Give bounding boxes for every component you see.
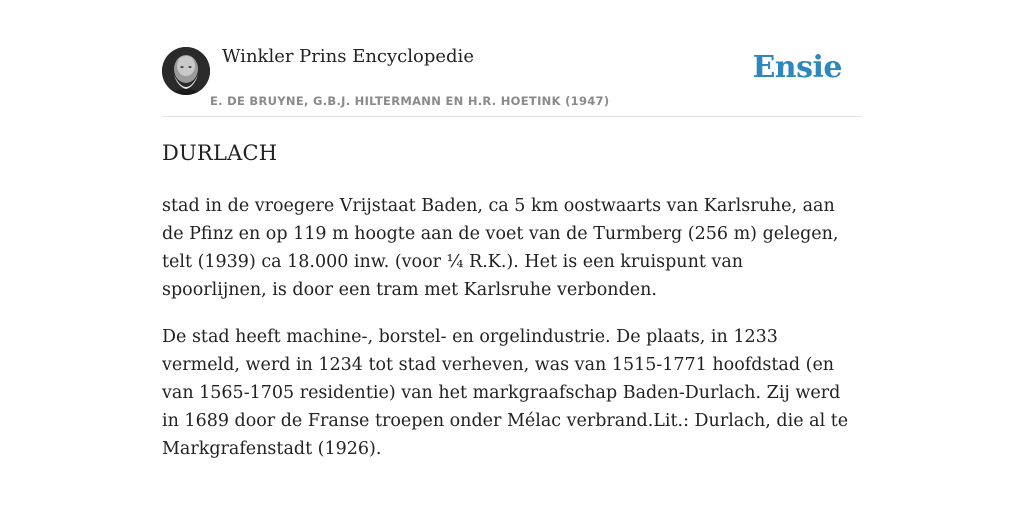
- entry-paragraph: stad in de vroegere Vrijstaat Baden, ca 5 km oostwaarts van Karlsruhe, aan de Pfinz en op 119 m hoogte aan de voet van de Turmberg (256 m) gelegen, telt (1939) ca 18.000 inw. (voor ¼ R.K.). Het is een kruispunt van spoorlijnen, is door een tram met Karlsruhe verbonden.: [162, 196, 839, 300]
- entry-body: [162, 192, 852, 482]
- source-header: [162, 40, 862, 117]
- source-title[interactable]: Winkler Prins Encyclopedie: [222, 46, 474, 67]
- brand-logo[interactable]: Ensie: [752, 50, 842, 85]
- author-avatar: [162, 47, 210, 95]
- entry-title: DURLACH: [162, 141, 278, 165]
- source-authors: E. DE BRUYNE, G.B.J. HILTERMANN EN H.R. HOETINK (1947): [210, 94, 610, 108]
- entry-paragraph: De stad heeft machine-, borstel- en orgelindustrie. De plaats, in 1233 vermeld, werd in 1234 tot stad verheven, was van 1515-1771 hoofdstad (en van 1565-1705 residentie) van het markgraafschap Baden-Durlach. Zij werd in 1689 door de Franse troepen onder Mélac verbrand.Lit.: Durlach, die al te Markgrafenstadt (1926).: [162, 327, 849, 459]
